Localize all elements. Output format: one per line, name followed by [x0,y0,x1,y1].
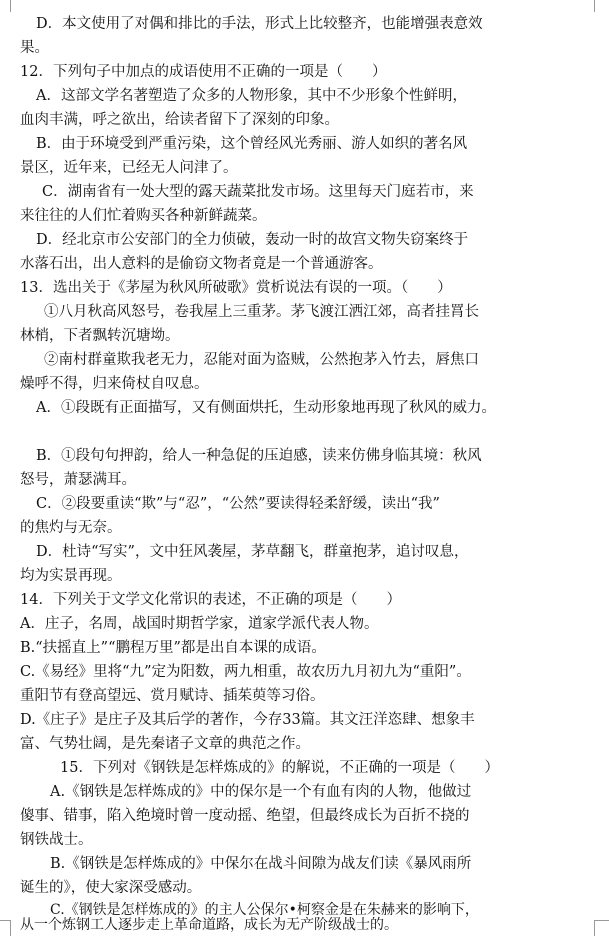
q14-option-a: A．庄子，名周，战国时期哲学家，道家学派代表人物。 [20,616,379,632]
corner-mark-bottom-left-h [0,920,10,921]
q14-stem: 14．下列关于文学文化常识的表述，不正确的项是（ ） [20,592,401,608]
q12-option-a-line2: 血肉丰满，呼之欲出，给读者留下了深刻的印象。 [20,112,339,128]
q13-option-b-line2: 怒号，萧瑟满耳。 [20,472,136,488]
q12-option-b-line1: B．由于环境受到严重污染，这个曾经风光秀丽、游人如织的著名风 [36,136,468,152]
q15-option-c-line2: 从一个炼钢工人逐步走上革命道路，成长为无产阶级战士的。 [20,917,398,933]
q14-option-d-line1: D.《庄子》是庄子及其后学的著作，今存33篇。其文汪洋恣肆、想象丰 [20,712,475,728]
q14-option-c-line1: C.《易经》里将“九”定为阳数，两九相重，故农历九月初九为“重阳”。 [20,664,471,680]
q11-option-d-line2: 果。 [20,40,49,56]
q13-option-c-line1: C．②段要重读“欺”与“忍”，“公然”要读得轻柔舒缓，读出“我” [36,496,440,512]
q12-option-c-line1: C．湖南省有一处大型的露天蔬菜批发市场。这里每天门庭若市，来 [42,184,474,200]
q13-poem2-line1: ②南村群童欺我老无力，忍能对面为盗贼，公然抱茅入竹去，唇焦口 [44,352,479,368]
q13-poem1-line1: ①八月秋高风怒号，卷我屋上三重茅。茅飞渡江洒江郊，高者挂罥长 [44,304,479,320]
q14-option-c-line2: 重阳节有登高望远、赏月赋诗、插茱萸等习俗。 [20,688,325,704]
corner-mark-top-left-v [10,0,11,12]
q15-stem: 15．下列对《钢铁是怎样炼成的》的解说，不正确的一项是（ ） [60,760,499,776]
q13-poem2-line2: 燥呼不得，归来倚杖自叹息。 [20,376,209,392]
q13-option-d-line1: D．杜诗“写实”，文中狂风袭屋，茅草翻飞，群童抱茅，追讨叹息， [36,544,469,560]
q13-option-c-line2: 的焦灼与无奈。 [20,520,122,536]
q15-option-a-line3: 钢铁战士。 [20,832,93,848]
q14-option-d-line2: 富、气势壮阔，是先秦诸子文章的典范之作。 [20,736,310,752]
corner-mark-bottom-left-v [10,920,11,936]
q12-option-d-line1: D．经北京市公安部门的全力侦破，轰动一时的故宫文物失窃案终于 [36,232,469,248]
corner-mark-top-right-v [594,0,595,12]
q13-option-a: A．①段既有正面描写，又有侧面烘托，生动形象地再现了秋风的威力。 [36,400,496,416]
q12-option-c-line2: 来往往的人们忙着购买各种新鲜蔬菜。 [20,208,267,224]
q13-option-d-line2: 均为实景再现。 [20,568,122,584]
q11-option-d-line1: D．本文使用了对偶和排比的手法，形式上比较整齐，也能增强表意效 [36,16,483,32]
corner-mark-bottom-right-v [594,920,595,936]
q14-option-b: B.“扶摇直上”“鹏程万里”都是出自本课的成语。 [20,640,326,656]
q12-stem: 12．下列句子中加点的成语使用不正确的一项是（ ） [20,64,387,80]
q15-option-c-line1: C.《钢铁是怎样炼成的》的主人公保尔•柯察金是在朱赫来的影响下， [50,902,479,918]
q13-stem: 13．选出关于《茅屋为秋风所破歌》赏析说法有误的一项。（ ） [20,280,452,296]
q12-option-d-line2: 水落石出，出人意料的是偷窃文物者竟是一个普通游客。 [20,256,383,272]
q13-option-b-line1: B．①段句句押韵，给人一种急促的压迫感，读来仿佛身临其境：秋风 [36,448,482,464]
q15-option-b-line1: B.《钢铁是怎样炼成的》中保尔在战斗间隙为战友们读《暴风雨所 [50,856,472,872]
q15-option-b-line2: 诞生的》，使大家深受感动。 [20,880,202,896]
q12-option-b-line2: 景区，近年来，已经无人问津了。 [20,160,238,176]
q15-option-a-line1: A.《钢铁是怎样炼成的》中的保尔是一个有血有肉的人物，他做过 [50,784,472,800]
q12-option-a-line1: A．这部文学名著塑造了众多的人物形象，其中不少形象个性鲜明， [36,88,467,104]
q15-option-a-line2: 傻事、错事，陷入绝境时曾一度动摇、绝望，但最终成长为百折不挠的 [20,808,470,824]
corner-mark-bottom-right-h [595,920,609,921]
q13-poem1-line2: 林梢，下者飘转沉塘坳。 [20,328,180,344]
